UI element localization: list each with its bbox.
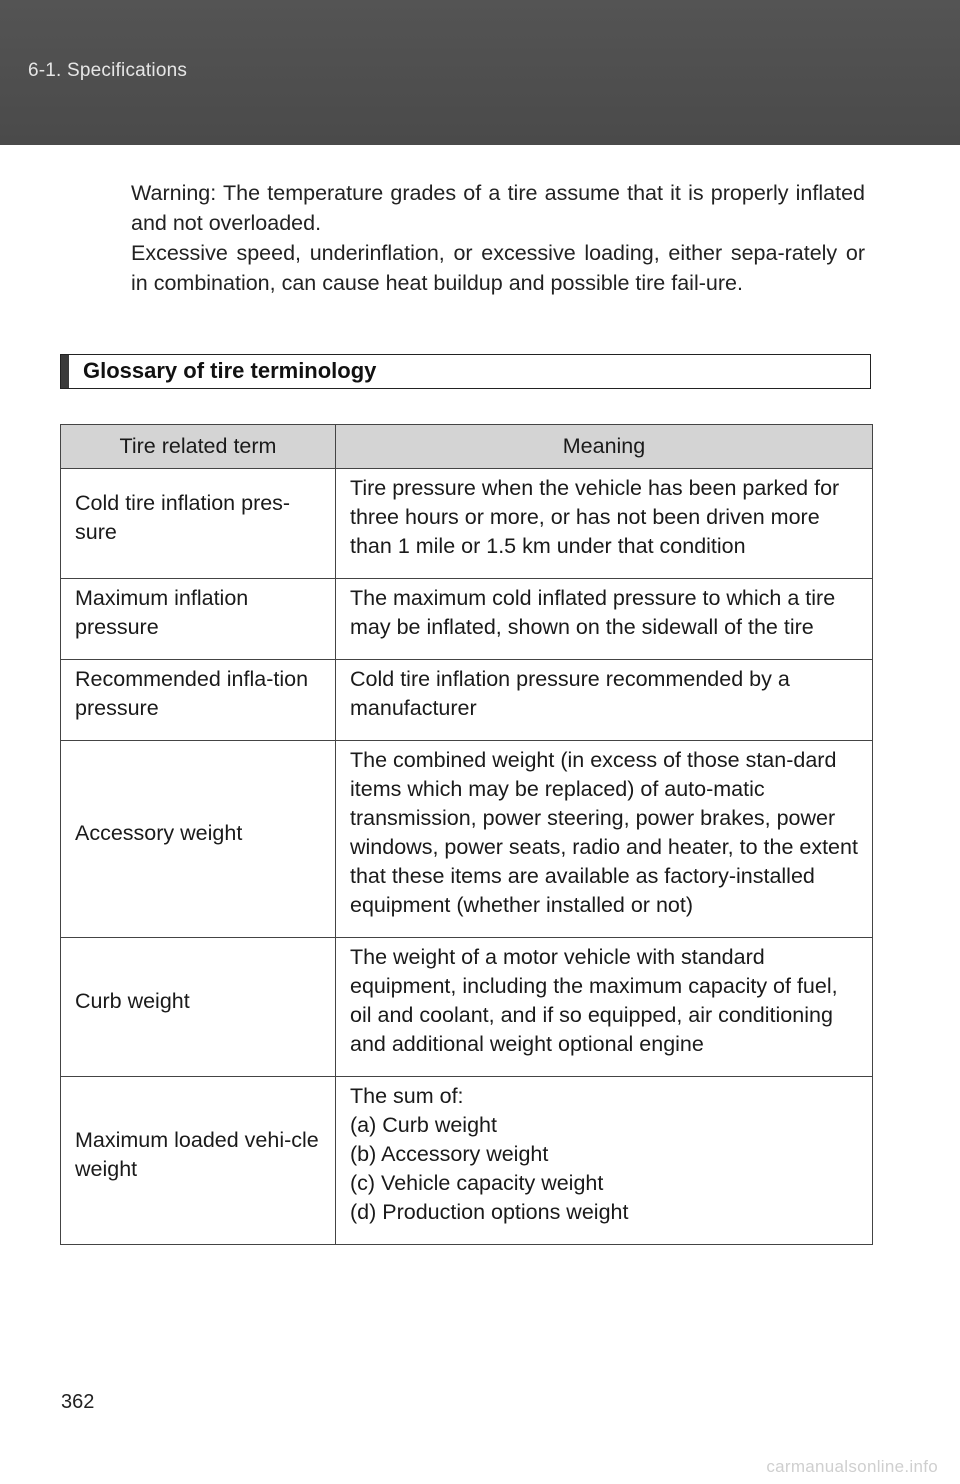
table-row — [61, 660, 873, 741]
glossary-table — [60, 424, 873, 1245]
term-cell: Curb weight — [61, 938, 336, 1077]
meaning-cell: Tire pressure when the vehicle has been parked for three hours or more, or has not been driven more than 1 mile or 1.5 km under that condition — [336, 469, 873, 579]
meaning-cell: Cold tire inflation pressure recommended by a manufacturer — [336, 660, 873, 741]
table-row — [61, 469, 873, 579]
page-header — [0, 0, 960, 145]
table-row — [61, 579, 873, 660]
section-title: Glossary of tire terminology — [83, 358, 377, 383]
table-row — [61, 741, 873, 938]
list-item: (c) Vehicle capacity weight — [350, 1171, 604, 1195]
section-breadcrumb: 6-1. Specifications — [28, 60, 188, 81]
page-number: 362 — [61, 1391, 95, 1413]
table-row — [61, 1077, 873, 1245]
warning-line-1: Warning: The temperature grades of a tire assume that it is properly inflated and not overloaded. — [131, 181, 865, 235]
term-cell: Accessory weight — [61, 741, 336, 938]
table-row — [61, 938, 873, 1077]
section-heading-bar — [61, 355, 69, 388]
list-item: (b) Accessory weight — [350, 1142, 549, 1166]
term-cell: Cold tire inflation pres-sure — [61, 469, 336, 579]
table-header-row — [61, 425, 873, 469]
meaning-intro: The sum of: — [350, 1084, 464, 1108]
list-item: (d) Production options weight — [350, 1200, 629, 1224]
term-cell: Maximum loaded vehi-cle weight — [61, 1077, 336, 1245]
meaning-cell: The combined weight (in excess of those stan-dard items which may be replaced) of auto-matic transmission, power steering, power brakes, power windows, power seats, radio and heater, to the extent that these items are available as factory-installed equipment (whether installed or not) — [336, 741, 873, 938]
meaning-list — [350, 1077, 864, 1244]
column-header-term: Tire related term — [61, 425, 336, 469]
warning-note — [131, 178, 865, 298]
section-heading — [60, 354, 871, 389]
watermark: carmanualsonline.info — [766, 1457, 938, 1476]
column-header-meaning: Meaning — [336, 425, 873, 469]
term-cell: Recommended infla-tion pressure — [61, 660, 336, 741]
term-cell: Maximum inflation pressure — [61, 579, 336, 660]
warning-line-2: Excessive speed, underinflation, or excessive loading, either sepa-rately or in combination, can cause heat buildup and possible tire fail-ure. — [131, 241, 865, 295]
meaning-cell: The weight of a motor vehicle with standard equipment, including the maximum capacity of fuel, oil and coolant, and if so equipped, air conditioning and additional weight optional engine — [336, 938, 873, 1077]
meaning-cell — [336, 1077, 873, 1245]
list-item: (a) Curb weight — [350, 1113, 497, 1137]
meaning-cell: The maximum cold inflated pressure to which a tire may be inflated, shown on the sidewall of the tire — [336, 579, 873, 660]
